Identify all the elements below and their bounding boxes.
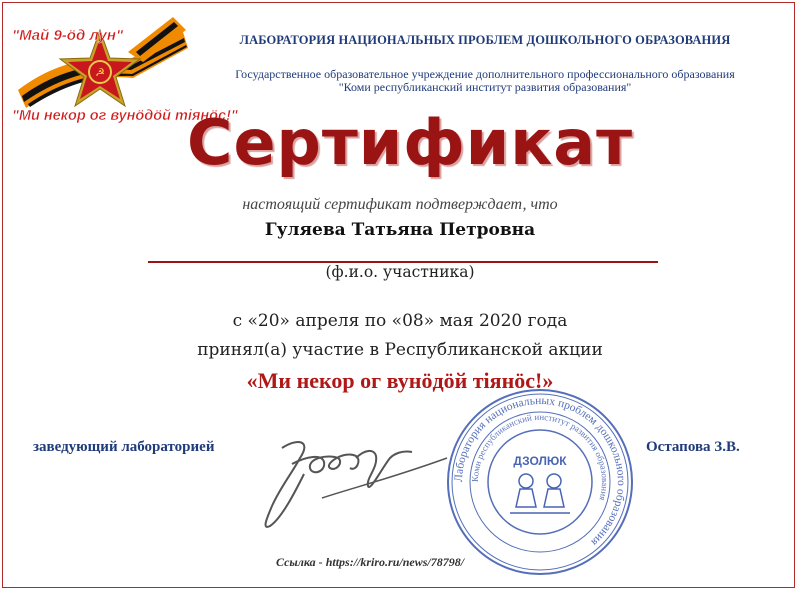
link-url[interactable]: https://kriro.ru/news/78798/ bbox=[325, 555, 465, 569]
logo-text-top: "Май 9-öд лун" bbox=[12, 27, 124, 44]
institution-heading bbox=[195, 68, 775, 94]
stamp-ring-text: Лаборатория национальных проблем дошкольного образования bbox=[452, 394, 628, 549]
svg-text:Коми республиканский институт: Коми республиканский институт развития образования bbox=[469, 411, 611, 502]
logo-text-bottom: "Ми некор ог вунöдöй тiянöс!" bbox=[12, 108, 238, 124]
reference-link[interactable] bbox=[276, 555, 464, 570]
action-name: «Ми некор ог вунöдöй тiянöс!» bbox=[246, 368, 554, 393]
participant-name: Гуляева Татьяна Петровна bbox=[264, 220, 536, 240]
official-stamp bbox=[440, 385, 640, 580]
confirm-text: настоящий сертификат подтверждает, что bbox=[242, 196, 558, 213]
lab-heading: ЛАБОРАТОРИЯ НАЦИОНАЛЬНЫХ ПРОБЛЕМ ДОШКОЛЬНОГО ОБРАЗОВАНИЯ bbox=[239, 33, 731, 47]
participation-text: принял(а) участие в Республиканской акции bbox=[197, 340, 603, 360]
institution-line-2: "Коми республиканский институт развития образования" bbox=[338, 80, 632, 94]
institution-line-1: Государственное образовательное учреждение дополнительного профессионального образования bbox=[235, 67, 735, 81]
event-dates: с «20» апреля по «08» мая 2020 года bbox=[232, 311, 568, 331]
svg-text:☭: ☭ bbox=[95, 66, 105, 79]
signer-position: заведующий лабораторией bbox=[33, 439, 215, 455]
signer-name: Остапова З.В. bbox=[646, 439, 740, 455]
handwritten-signature bbox=[252, 428, 457, 538]
stamp-center-text: ДЗОЛЮК bbox=[513, 454, 567, 468]
name-caption: (ф.и.о. участника) bbox=[325, 263, 475, 281]
link-label: Ссылка - bbox=[276, 555, 326, 569]
children-icon bbox=[510, 474, 570, 513]
certificate-title: Сертификат bbox=[186, 106, 634, 179]
